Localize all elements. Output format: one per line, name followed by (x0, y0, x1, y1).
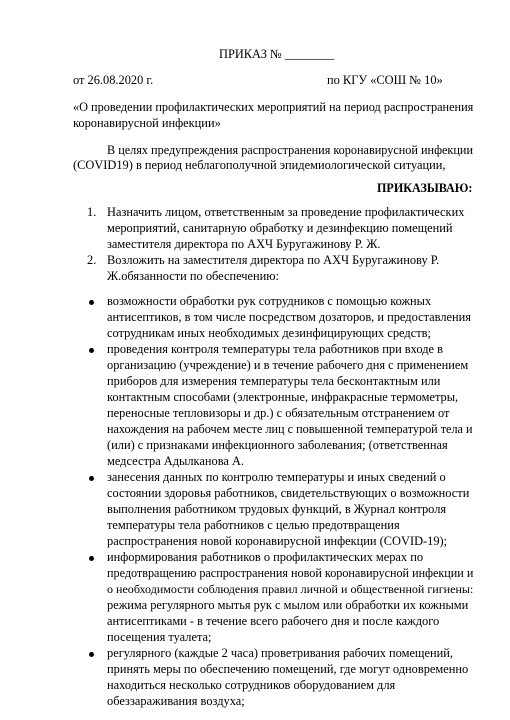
bullet-line: состоянии здоровья работников, свидетельствующих о возможности (107, 486, 470, 500)
bullet-icon (89, 652, 94, 657)
bullet-line: предотвращению распространения новой коронавирусной инфекции и (107, 566, 474, 580)
numbered-item-line: Возложить на заместителя директора по АХЧ Буругажинову Р. (107, 253, 440, 267)
numbered-item-line: Назначить лицом, ответственным за проведение профилактических (107, 205, 465, 219)
bullet-line: обеззараживания воздуха; (107, 694, 245, 708)
bullet-line: принять меры по обеспечению помещений, где могут одновременно (107, 662, 469, 676)
bullet-line: находиться несколько сотрудников оборудованием для (107, 678, 396, 692)
order-title: ПРИКАЗ № ________ (219, 47, 335, 61)
numbered-item-line: Ж.обязанности по обеспечению: (107, 269, 279, 283)
numbered-item-line: мероприятий, санитарную обработку и дезинфекцию помещений (107, 221, 453, 235)
bullet-line: температуры тела работников с целью предотвращения (107, 518, 400, 532)
bullet-line: нахождения на рабочем месте лиц с повышенной температурой тела и (107, 422, 473, 436)
bullet-line: занесения данных по контролю температуры и иных сведений о (107, 470, 446, 484)
bullet-line: приборов для измерения температуры тела бесконтактным или (107, 374, 441, 388)
bullet-line: информирования работников о профилактических мерах по (107, 550, 424, 564)
bullet-line: режима регулярного мытья рук с мылом или обработки их кожными (107, 598, 469, 612)
bullet-line: антисептиков, в том числе посредством дозаторов, и предоставления (107, 310, 471, 324)
bullet-line: о необходимости соблюдения правил личной и общественной гигиены: (107, 582, 474, 596)
numbered-item-line: заместителя директора по АХЧ Буругажинову Р. Ж. (107, 237, 381, 251)
bullet-line: возможности обработки рук сотрудников с помощью кожных (107, 294, 432, 308)
subject-line-2: коронавирусной инфекции» (73, 116, 221, 130)
bullet-line: выполнения работником трудовых функций, в Журнал контроля (107, 502, 447, 516)
item-number: 1. (87, 205, 97, 219)
bullet-line: антисептиками - в течение всего рабочего дня и после каждого (107, 614, 440, 628)
preamble-line-1: В целях предупреждения распространения коронавирусной инфекции (107, 143, 473, 157)
bullet-line: медсестра Адылканова А. (107, 454, 245, 468)
preamble-line-2: (COVID19) в период неблагополучной эпидемиологической ситуации, (73, 158, 446, 172)
bullet-line: переносные тепловизоры и др.) с обязательным отстранением от (107, 406, 450, 420)
bullet-line: проведения контроля температуры тела работников при входе в (107, 342, 443, 356)
organization-name: по КГУ «СОШ № 10» (327, 73, 443, 87)
bullet-line: сотрудникам иных необходимых дезинфицирующих средств; (107, 326, 431, 340)
bullet-line: посещения туалета; (107, 630, 212, 644)
subject-line-1: «О проведении профилактических мероприятий на период распространения (73, 100, 474, 114)
bullet-icon (89, 300, 94, 305)
bullet-icon (89, 476, 94, 481)
bullet-line: распространения новой коронавирусной инфекции (COVID-19); (107, 534, 448, 548)
bullet-line: контактным способами (электронные, инфракрасные термометры, (107, 390, 459, 404)
order-date: от 26.08.2020 г. (73, 73, 154, 87)
bullet-line: организацию (учреждение) и в течение рабочего дня с применением (107, 358, 469, 372)
bullet-line: регулярного (каждые 2 часа) проветривания рабочих помещений, (107, 646, 453, 660)
bullet-icon (89, 556, 94, 561)
order-word: ПРИКАЗЫВАЮ: (377, 181, 473, 195)
bullet-icon (89, 348, 94, 353)
bullet-line: (или) с признаками инфекционного заболевания; (ответственная (107, 438, 448, 452)
item-number: 2. (87, 253, 97, 267)
